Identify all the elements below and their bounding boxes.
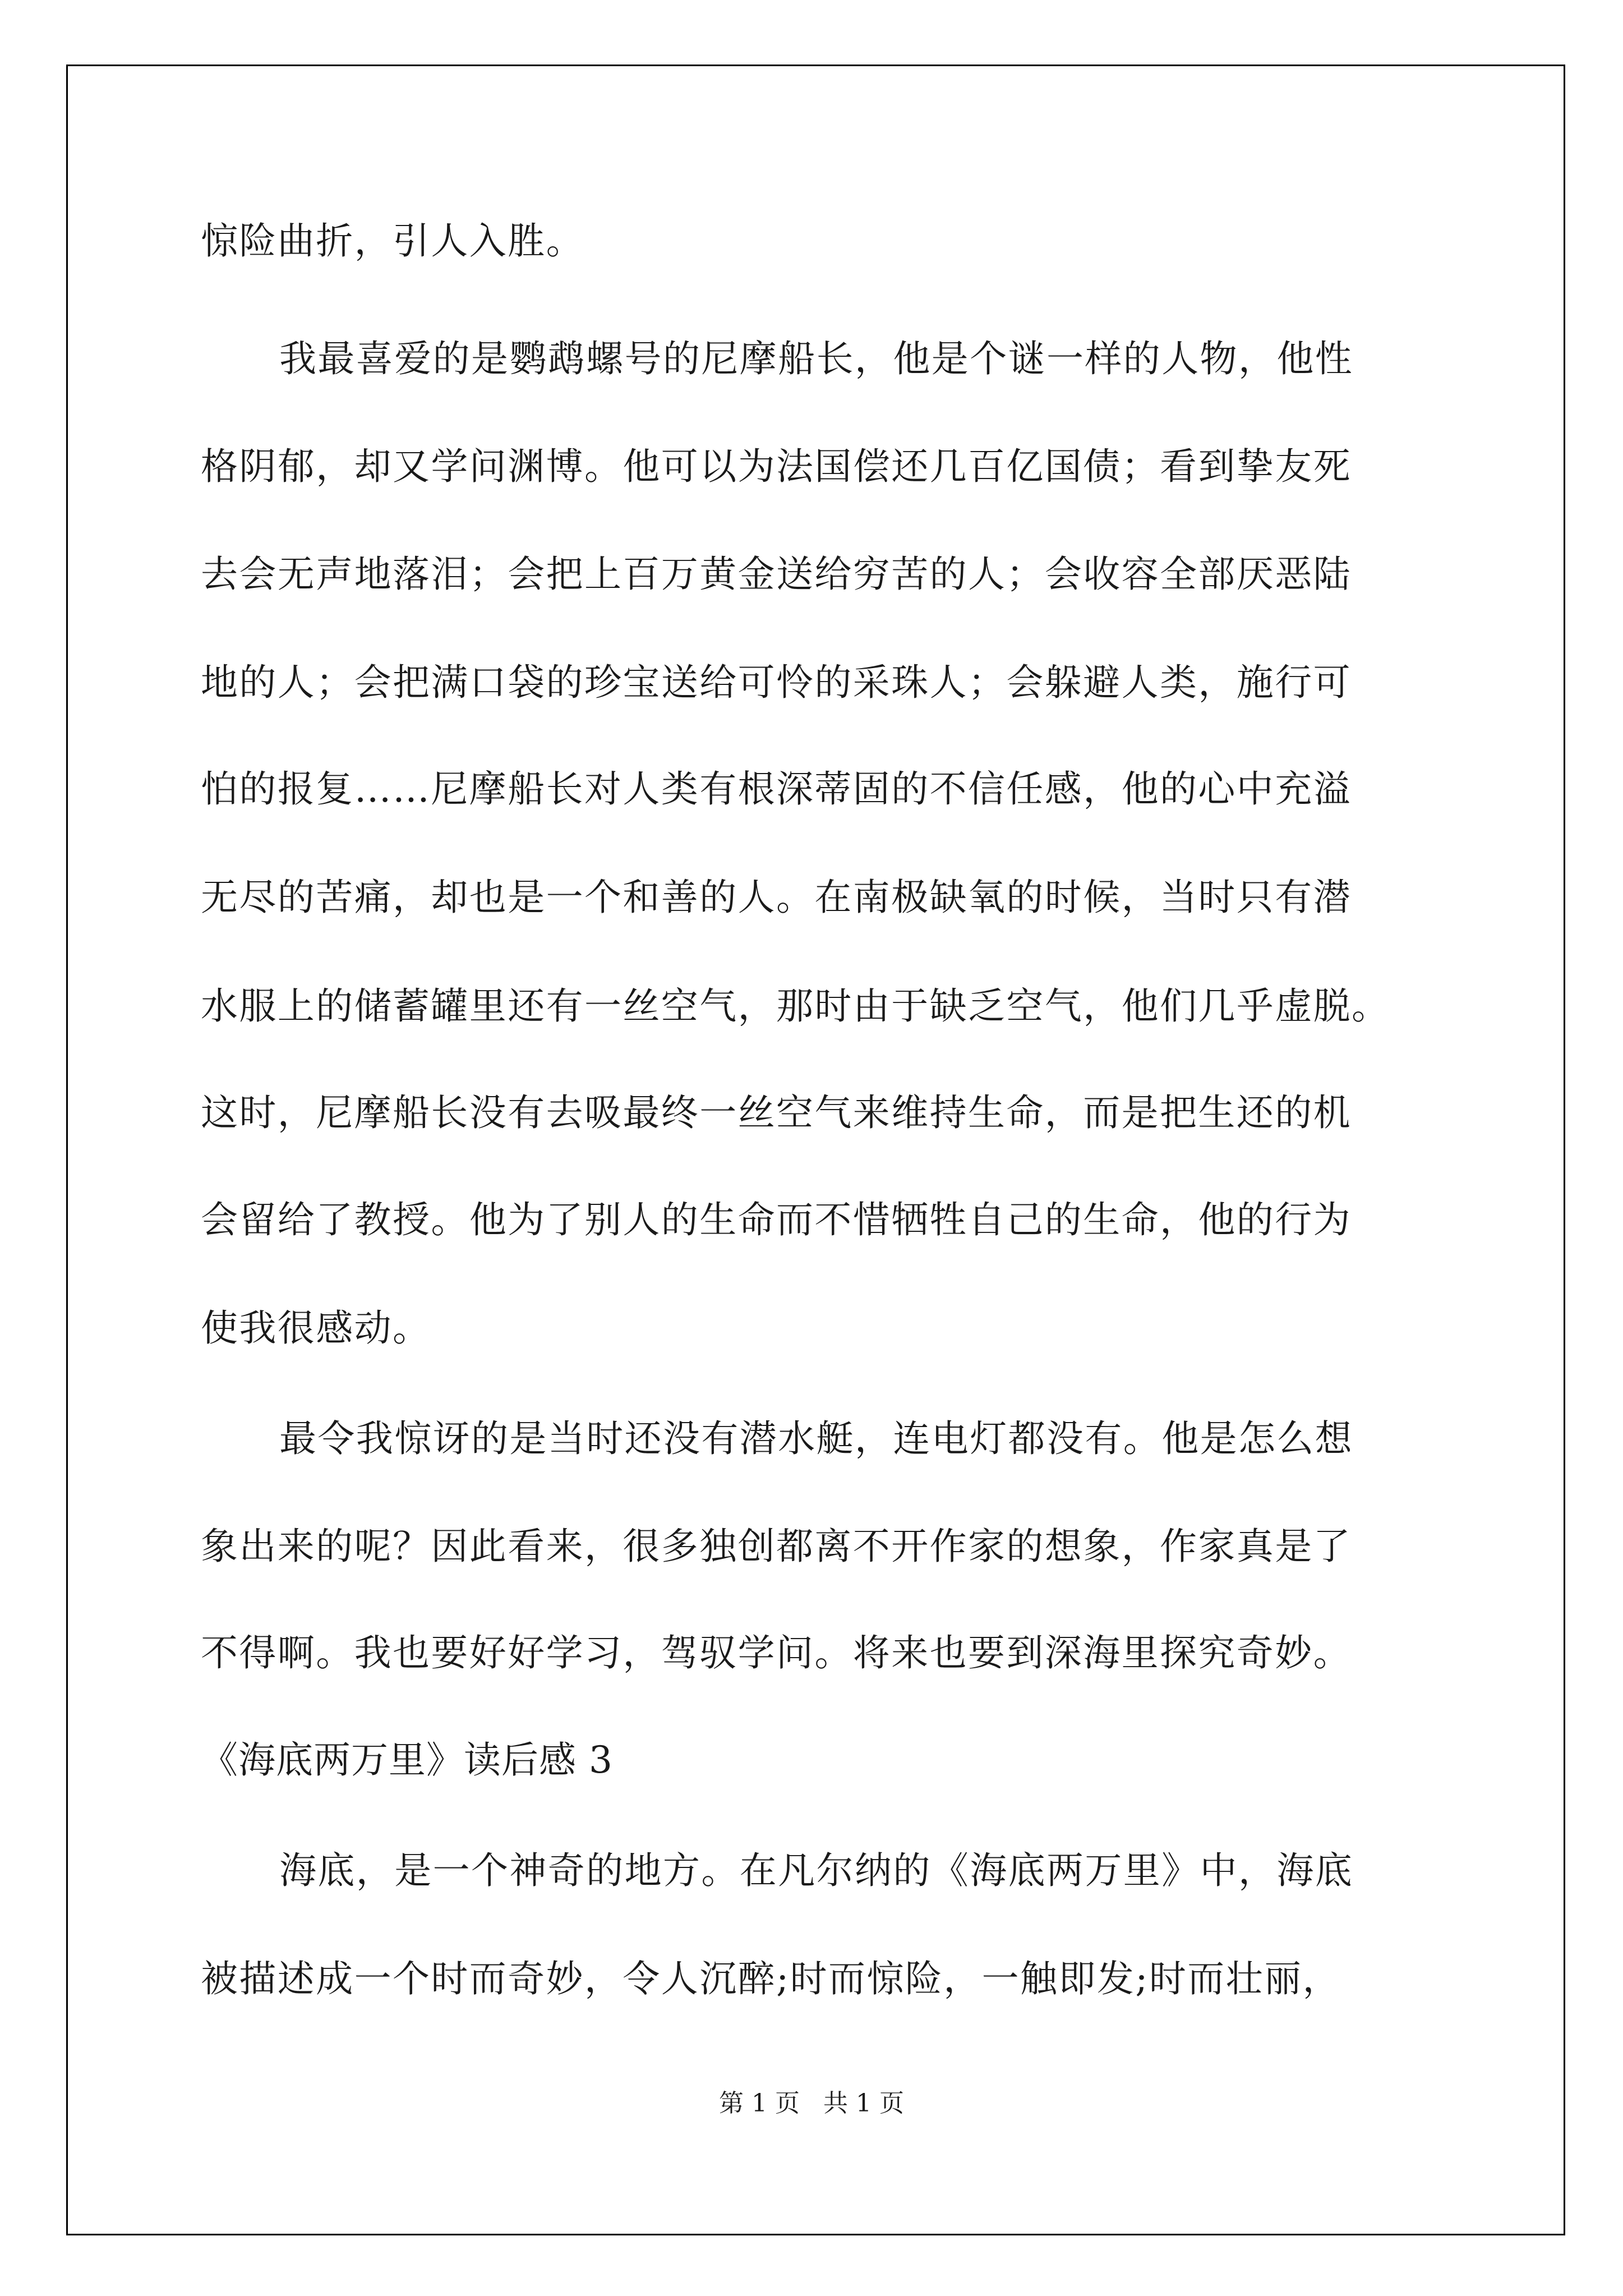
page-footer: 第 1 页 共 1 页: [719, 2089, 904, 2118]
text-line: 去会无声地落泪；会把上百万黄金送给穷苦的人；会收容全部厌恶陆: [201, 553, 1352, 596]
text-line: 使我很感动。: [201, 1306, 431, 1350]
text-line: 会留给了教授。他为了别人的生命而不惜牺牲自己的生命，他的行为: [201, 1198, 1352, 1241]
text-line: 象出来的呢？因此看来，很多独创都离不开作家的想象，作家真是了: [201, 1525, 1352, 1568]
text-line: 地的人；会把满口袋的珍宝送给可怜的采珠人；会躲避人类，施行可: [201, 661, 1352, 704]
text-line: 惊险曲折，引人入胜。: [201, 219, 584, 263]
text-line: 无尽的苦痛，却也是一个和善的人。在南极缺氧的时候，当时只有潜: [201, 876, 1352, 919]
text-line: 怕的报复……尼摩船长对人类有根深蒂固的不信任感，他的心中充溢: [201, 767, 1352, 811]
page-border: [66, 65, 1565, 2235]
text-line: 水服上的储蓄罐里还有一丝空气，那时由于缺乏空气，他们几乎虚脱。: [201, 984, 1390, 1028]
section-heading: 《海底两万里》读后感 3: [201, 1738, 613, 1782]
paragraph-line-indented: 最令我惊讶的是当时还没有潜水艇，连电灯都没有。他是怎么想: [279, 1417, 1354, 1460]
text-line: 这时，尼摩船长没有去吸最终一丝空气来维持生命，而是把生还的机: [201, 1091, 1352, 1134]
text-line: 不得啊。我也要好好学习，驾驭学问。将来也要到深海里探究奇妙。: [201, 1631, 1352, 1674]
text-line: 格阴郁，却又学问渊博。他可以为法国偿还几百亿国债；看到挚友死: [201, 445, 1352, 488]
paragraph-line-indented: 我最喜爱的是鹦鹉螺号的尼摩船长，他是个谜一样的人物，他性: [279, 337, 1354, 380]
text-line: 被描述成一个时而奇妙，令人沉醉;时而惊险，一触即发;时而壮丽，: [201, 1957, 1341, 2000]
paragraph-line-indented: 海底，是一个神奇的地方。在凡尔纳的《海底两万里》中，海底: [279, 1849, 1354, 1892]
